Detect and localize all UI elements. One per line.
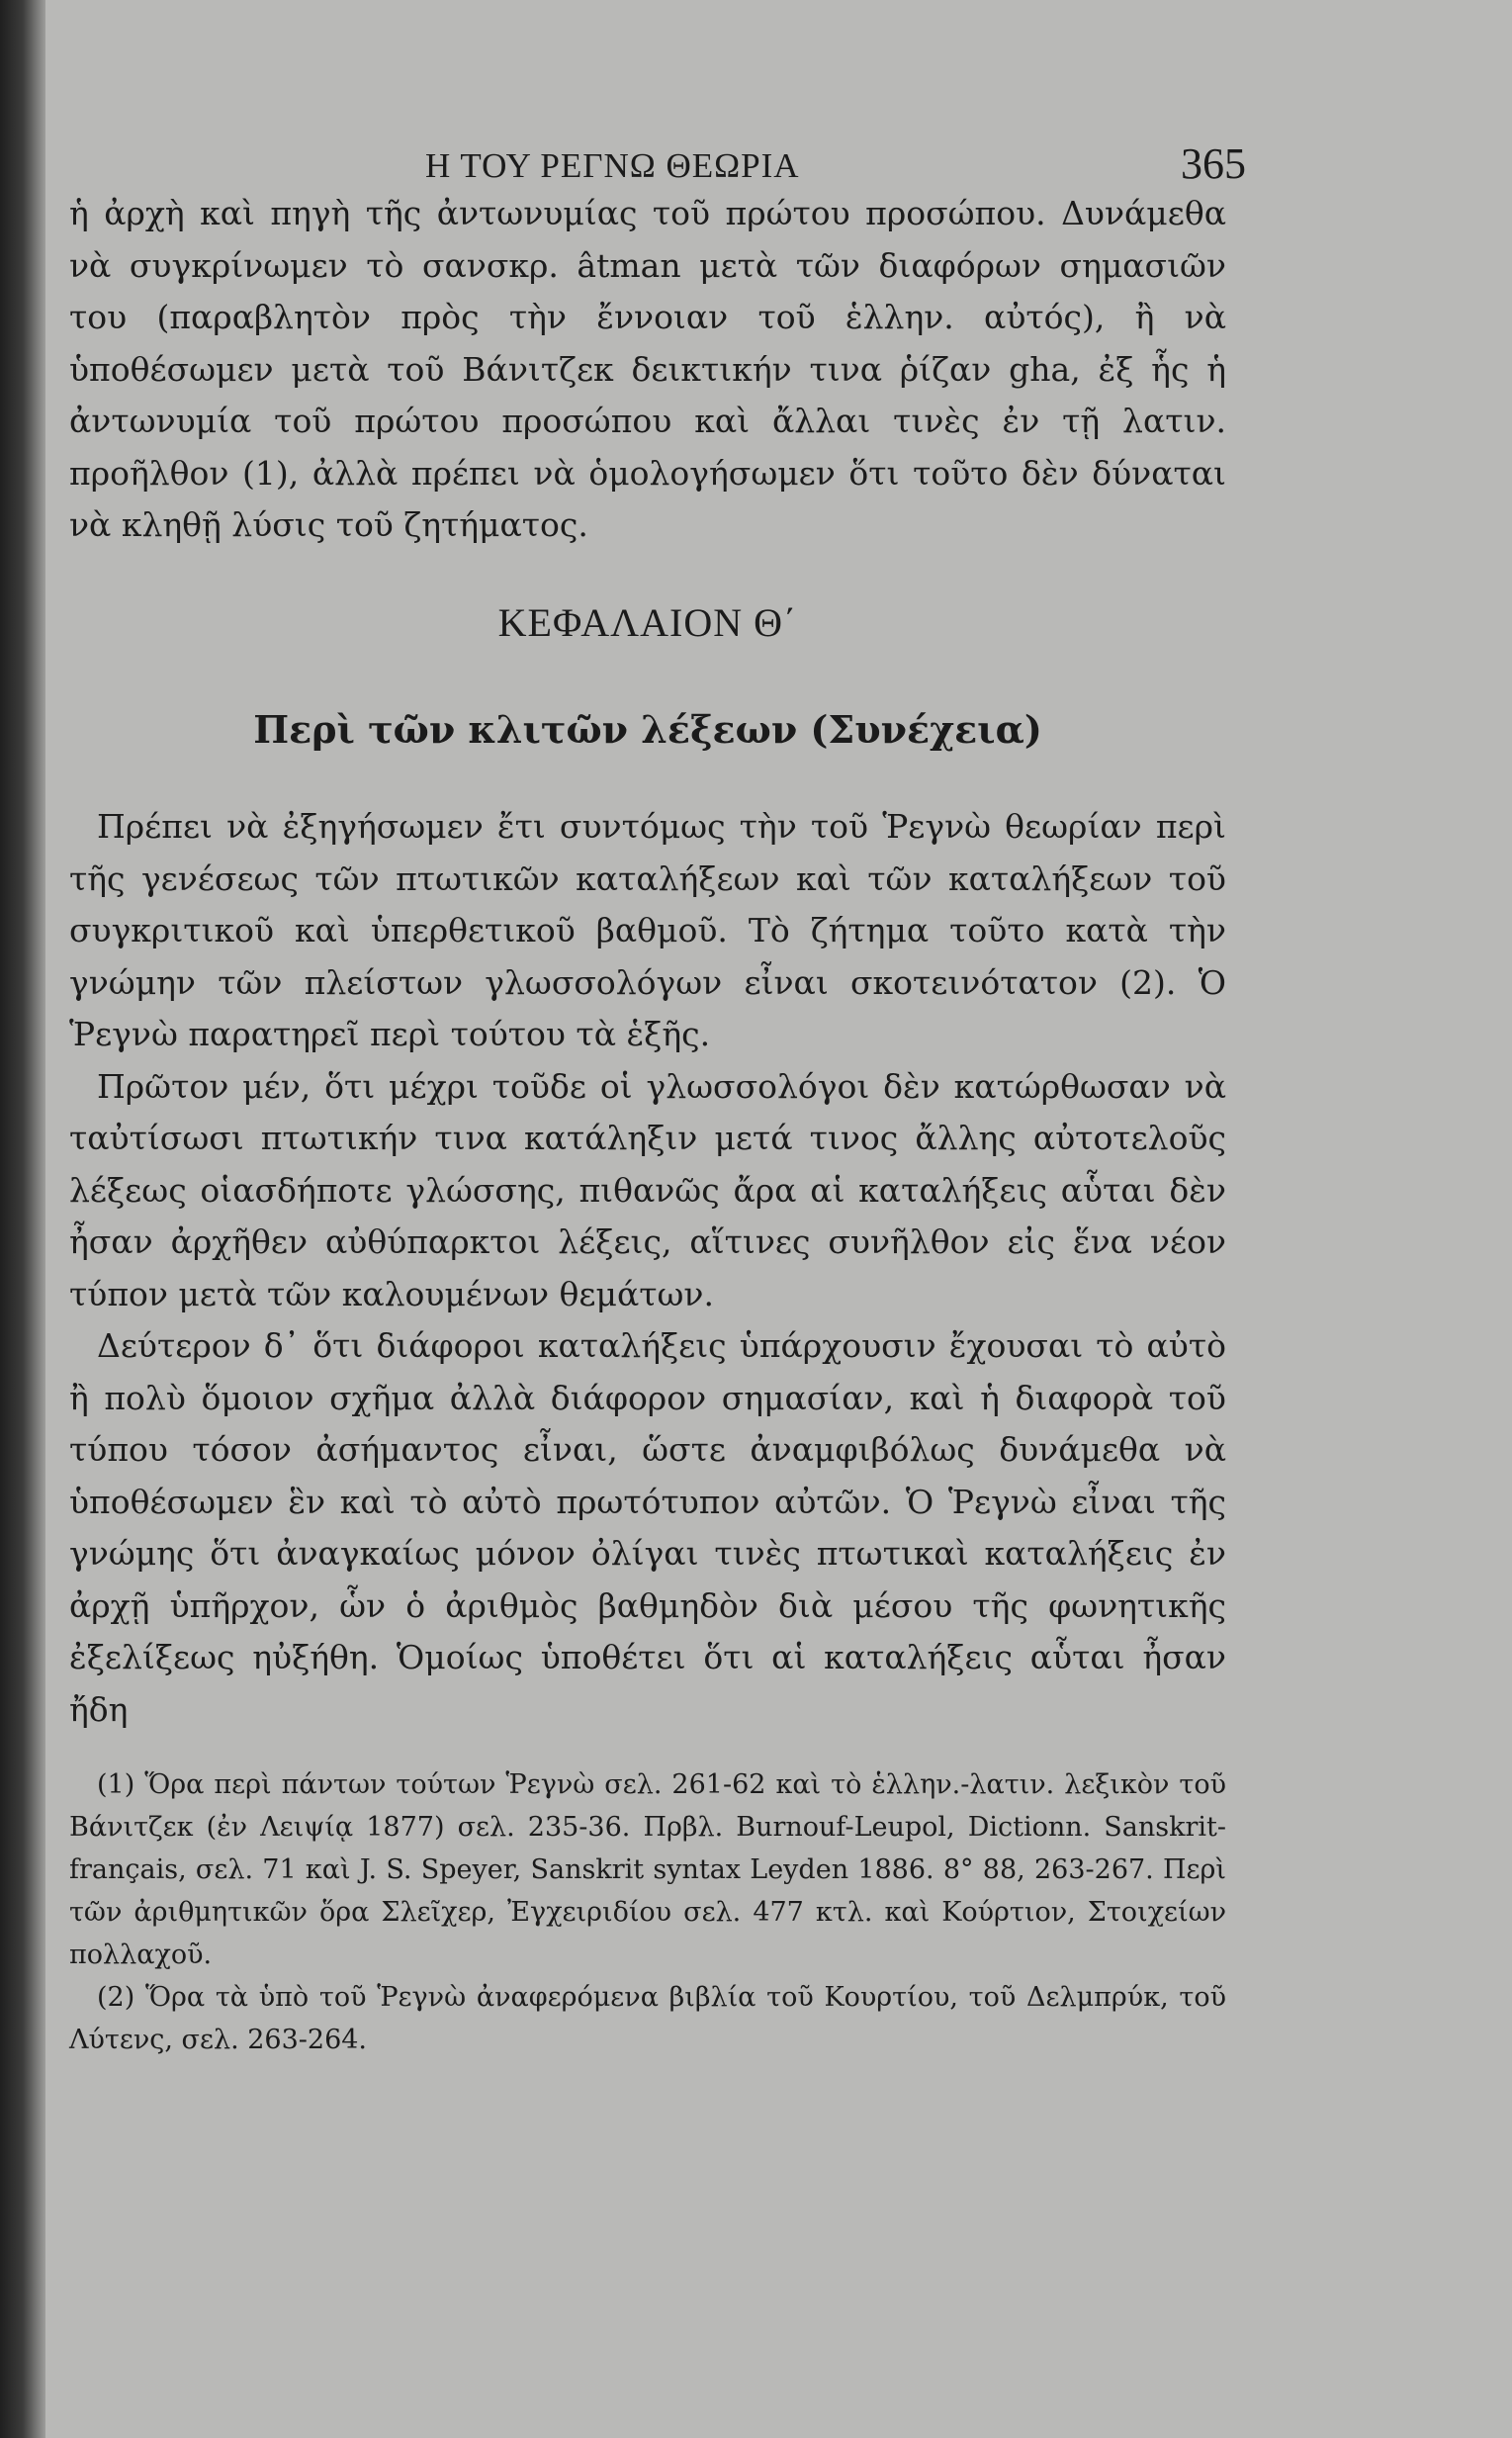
paragraph-1: Πρέπει νὰ ἐξηγήσωμεν ἔτι συντόμως τὴν τοῦ Ῥεγνὼ θεωρίαν περὶ τῆς γενέσεως τῶν πτωτικῶν καταλήξεων καὶ τῶν καταλήξεων τοῦ συγκριτικοῦ καὶ ὑπερθετικοῦ βαθμοῦ. Τὸ ζήτημα τοῦτο κατὰ τὴν γνώμην τῶν πλείστων γλωσσολόγων εἶναι σκοτεινότατον (2). Ὁ Ῥεγνὼ παρατηρεῖ περὶ τούτου τὰ ἑξῆς.: [69, 807, 1226, 1053]
footnote-1: (1) Ὅρα περὶ πάντων τούτων Ῥεγνὼ σελ. 261-62 καὶ τὸ ἑλλην.-λατιν. λεξικὸν τοῦ Βάνιτζεκ (ἐν Λειψίᾳ 1877) σελ. 235-36. Πρβλ. Burnouf-Leupol, Dictionn. Sanskrit-français, σελ. 71 καὶ J. S. Speyer, Sanskrit syntax Leyden 1886. 8° 88, 263-267. Περὶ τῶν ἀριθμητικῶν ὅρα Σλεῖχερ, Ἐγχειριδίου σελ. 477 κτλ. καὶ Κούρτιον, Στοιχείων πολλαχοῦ.: [69, 1769, 1226, 1970]
running-title: Η ΤΟΥ ΡΕΓΝΩ ΘΕΩΡΙΑ: [425, 146, 800, 185]
paragraph-2: Πρῶτον μέν, ὅτι μέχρι τοῦδε οἱ γλωσσολόγοι δὲν κατώρθωσαν νὰ ταὐτίσωσι πτωτικήν τινα κατάληξιν μετά τινος ἄλλης αὐτοτελοῦς λέξεως οἱασδήποτε γλώσσης, πιθανῶς ἄρα αἱ καταλήξεις αὗται δὲν ἦσαν ἀρχῆθεν αὐθύπαρκτοι λέξεις, αἵτινες συνῆλθον εἰς ἕνα νέον τύπον μετὰ τῶν καλουμένων θεμάτων.: [69, 1066, 1226, 1313]
book-page: [69, 119, 1246, 2061]
footnote-2: (2) Ὅρα τὰ ὑπὸ τοῦ Ῥεγνὼ ἀναφερόμενα βιβλία τοῦ Κουρτίου, τοῦ Δελμπρύκ, τοῦ Λύτενς, σελ. 263-264.: [69, 1982, 1226, 2055]
paragraph-3: Δεύτερον δ᾽ ὅτι διάφοροι καταλήξεις ὑπάρχουσιν ἔχουσαι τὸ αὐτὸ ἢ πολὺ ὅμοιον σχῆμα ἀλλὰ διάφορον σημασίαν, καὶ ἡ διαφορὰ τοῦ τύπου τόσον ἀσήμαντος εἶναι, ὥστε ἀναμφιβόλως δυνάμεθα νὰ ὑποθέσωμεν ἓν καὶ τὸ αὐτὸ πρωτότυπον αὐτῶν. Ὁ Ῥεγνὼ εἶναι τῆς γνώμης ὅτι ἀναγκαίως μόνον ὀλίγαι τινὲς πτωτικαὶ καταλήξεις ἐν ἀρχῇ ὑπῆρχον, ὧν ὁ ἀριθμὸς βαθμηδὸν διὰ μέσου τῆς φωνητικῆς ἐξελίξεως ηὐξήθη. Ὁμοίως ὑποθέτει ὅτι αἱ καταλήξεις αὗται ἦσαν ἤδη: [69, 1326, 1226, 1729]
body-text: [69, 188, 1226, 1736]
opening-paragraph: ἡ ἀρχὴ καὶ πηγὴ τῆς ἀντωνυμίας τοῦ πρώτου προσώπου. Δυνάμεθα νὰ συγκρίνωμεν τὸ σανσκρ. âtman μετὰ τῶν διαφόρων σημασιῶν του (παραβλητὸν πρὸς τὴν ἔννοιαν τοῦ ἑλλην. αὐτός), ἢ νὰ ὑποθέσωμεν μετὰ τοῦ Βάνιτζεκ δεικτικήν τινα ῥίζαν gha, ἐξ ἧς ἡ ἀντωνυμία τοῦ πρώτου προσώπου καὶ ἄλλαι τινὲς ἐν τῇ λατιν. προῆλθον (1), ἀλλὰ πρέπει νὰ ὁμολογήσωμεν ὅτι τοῦτο δὲν δύναται νὰ κληθῇ λύσις τοῦ ζητήματος.: [69, 194, 1226, 544]
footnotes: [69, 1763, 1226, 2061]
page-number: 365: [1181, 139, 1246, 188]
chapter-heading: ΚΕΦΑΛΑΙΟΝ Θ΄: [497, 599, 798, 645]
running-head: [69, 119, 1246, 188]
section-title: Περὶ τῶν κλιτῶν λέξεων (Συνέχεια): [253, 706, 1042, 752]
book-binding-shadow: [0, 0, 45, 2438]
